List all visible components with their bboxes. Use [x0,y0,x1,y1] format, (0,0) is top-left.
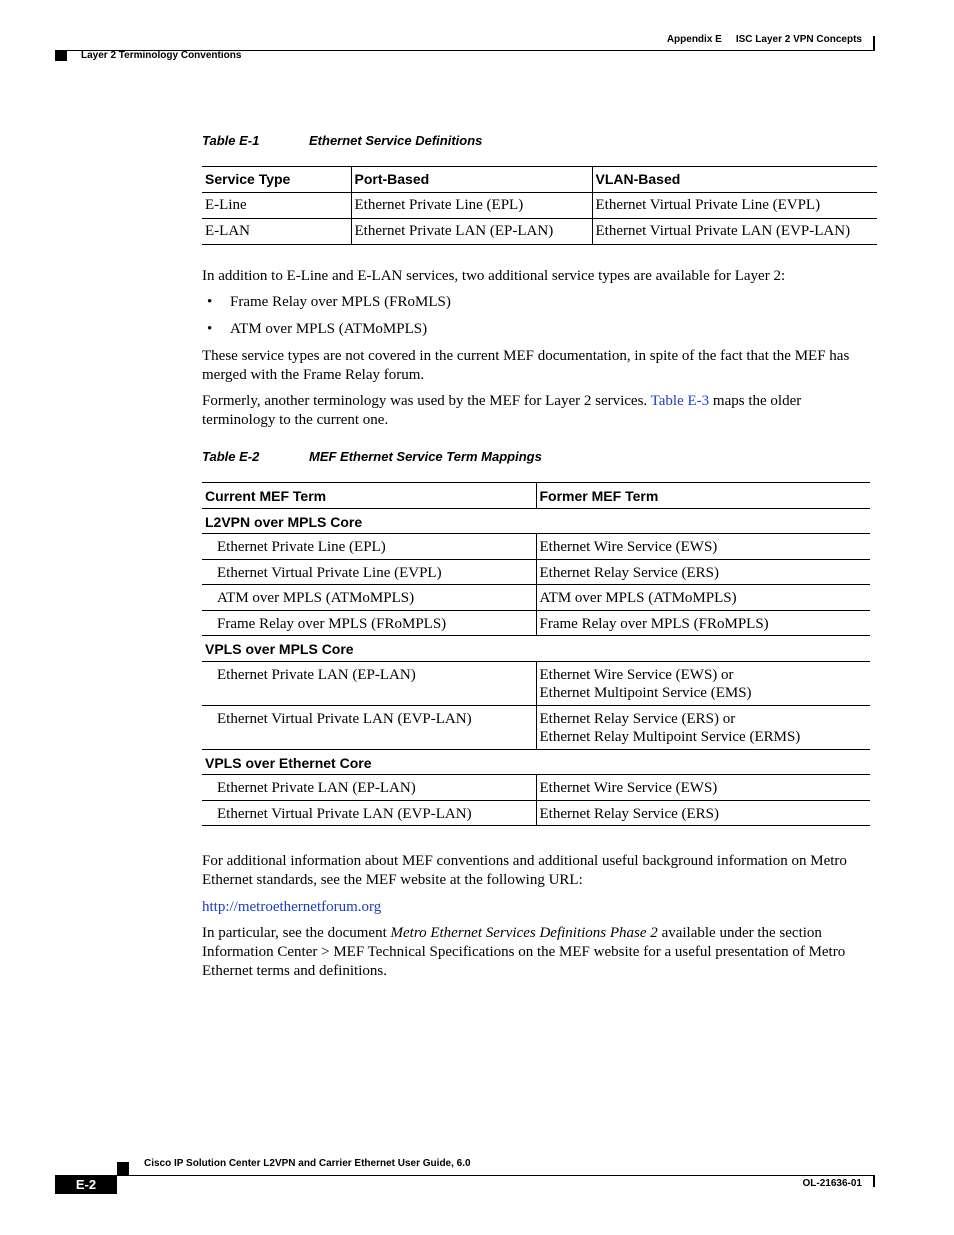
header-chapter-title: ISC Layer 2 VPN Concepts [735,34,862,45]
document-title: Metro Ethernet Services Definitions Phase 2 [390,925,658,941]
bullet-marker: • [207,294,213,310]
document-id: OL-21636-01 [802,1178,862,1189]
table-cell: Ethernet Wire Service (EWS) [536,775,870,801]
table-row [202,219,877,245]
particular-text: In particular, see the document [202,925,391,941]
table-header-row [202,483,870,509]
table-cell: ATM over MPLS (ATMoMPLS) [536,585,870,611]
table-cell: Frame Relay over MPLS (FRoMPLS) [217,615,447,632]
url-paragraph [202,898,877,917]
table-row [202,559,870,585]
table-cell: ATM over MPLS (ATMoMPLS) [217,590,415,606]
header-section: Layer 2 Terminology Conventions [81,50,242,61]
table-cell: E-Line [205,197,247,213]
table-row [202,534,870,560]
mef-term-mappings-table [202,482,870,826]
bullet-item: Frame Relay over MPLS (FRoMLS) [230,294,451,310]
table-cell: Ethernet Private LAN (EP-LAN) [217,780,416,796]
table-cell [536,661,870,705]
cell-line: Ethernet Relay Service (ERS) or [539,710,736,727]
bullet-marker: • [207,321,213,337]
table-cell: Ethernet Virtual Private LAN (EVP-LAN) [217,710,472,727]
table-header-cell: Former MEF Term [536,483,870,509]
table-cell: Ethernet Private Line (EPL) [217,539,386,555]
table2-caption-num: Table E-2 [202,449,260,464]
table-cell: Ethernet Private LAN (EP-LAN) [351,219,592,245]
table-cell [536,705,870,749]
table-cell: Ethernet Virtual Private LAN (EVP-LAN) [217,805,472,822]
table-row [202,661,870,705]
header-tick [873,36,875,50]
table-group-row [202,508,870,534]
particular-paragraph [202,924,877,981]
table-e3-link[interactable]: Table E-3 [650,393,710,409]
table-header-row [202,167,877,193]
table-header-cell: Port-Based [351,167,592,193]
table-cell: Ethernet Private Line (EPL) [351,193,592,219]
table1-caption [202,133,482,148]
cell-line: Ethernet Wire Service (EWS) or [539,666,734,683]
cell-line: Ethernet Relay Multipoint Service (ERMS) [539,729,801,745]
bullet-item: ATM over MPLS (ATMoMPLS) [230,321,428,337]
group-title: VPLS over Ethernet Core [205,754,372,771]
table2-caption [202,449,542,464]
page-number: E-2 [55,1175,117,1194]
table-cell: Ethernet Relay Service (ERS) [536,559,870,585]
footer-tick [873,1175,875,1187]
table-row [202,610,870,636]
footer-title: Cisco IP Solution Center L2VPN and Carrier Ethernet User Guide, 6.0 [144,1158,471,1169]
footer-block [117,1162,129,1175]
table-row [202,775,870,801]
footer-rule [55,1175,875,1176]
table-row [202,705,870,749]
table1-caption-title: Ethernet Service Definitions [309,133,483,148]
formerly-text: Formerly, another terminology was used by the MEF for Layer 2 services. [202,393,651,409]
table-row [202,585,870,611]
table2-caption-title: MEF Ethernet Service Term Mappings [309,449,542,464]
table-cell: Ethernet Wire Service (EWS) [536,534,870,560]
formerly-paragraph [202,392,877,430]
intro-paragraph: In addition to E-Line and E-LAN services, two additional service types are available for Layer 2: [202,268,786,284]
table-cell: Ethernet Private LAN (EP-LAN) [217,666,416,683]
cell-line: Ethernet Multipoint Service (EMS) [539,685,752,701]
mef-paragraph: These service types are not covered in the current MEF documentation, in spite of the fact that the MEF has merged with the Frame Relay forum. [202,348,850,383]
particular-text-end: available under the section Information Center > MEF Technical Specifications on the MEF website for a useful presentation of Metro Ethernet terms and definitions. [202,925,846,979]
table-header-cell: Service Type [205,171,291,187]
group-title: L2VPN over MPLS Core [205,513,363,530]
table-cell: Frame Relay over MPLS (FRoMPLS) [536,610,870,636]
table1-caption-num: Table E-1 [202,133,260,148]
table-header-cell: VLAN-Based [592,167,877,193]
mef-website-link[interactable]: http://metroethernetforum.org [202,899,382,915]
header-chapter [667,34,862,45]
table-row [202,193,877,219]
table-cell: Ethernet Relay Service (ERS) [536,800,870,826]
table-group-row [202,749,870,775]
table-header-cell: Current MEF Term [205,488,327,504]
header-block [55,50,67,61]
ethernet-service-definitions-table [202,166,877,245]
table-row [202,800,870,826]
table-group-row [202,636,870,662]
table-cell: Ethernet Virtual Private LAN (EVP-LAN) [592,219,877,245]
table-cell: Ethernet Virtual Private Line (EVPL) [217,564,442,581]
additional-info-paragraph: For additional information about MEF conventions and additional useful background information on Metro Ethernet standards, see the MEF website at the following URL: [202,853,847,888]
group-title: VPLS over MPLS Core [205,641,354,657]
table-cell: Ethernet Virtual Private Line (EVPL) [592,193,877,219]
table-cell: E-LAN [205,223,250,239]
formerly-text-end: maps the older terminology to the current one. [202,393,802,428]
header-appendix: Appendix E [666,34,722,45]
